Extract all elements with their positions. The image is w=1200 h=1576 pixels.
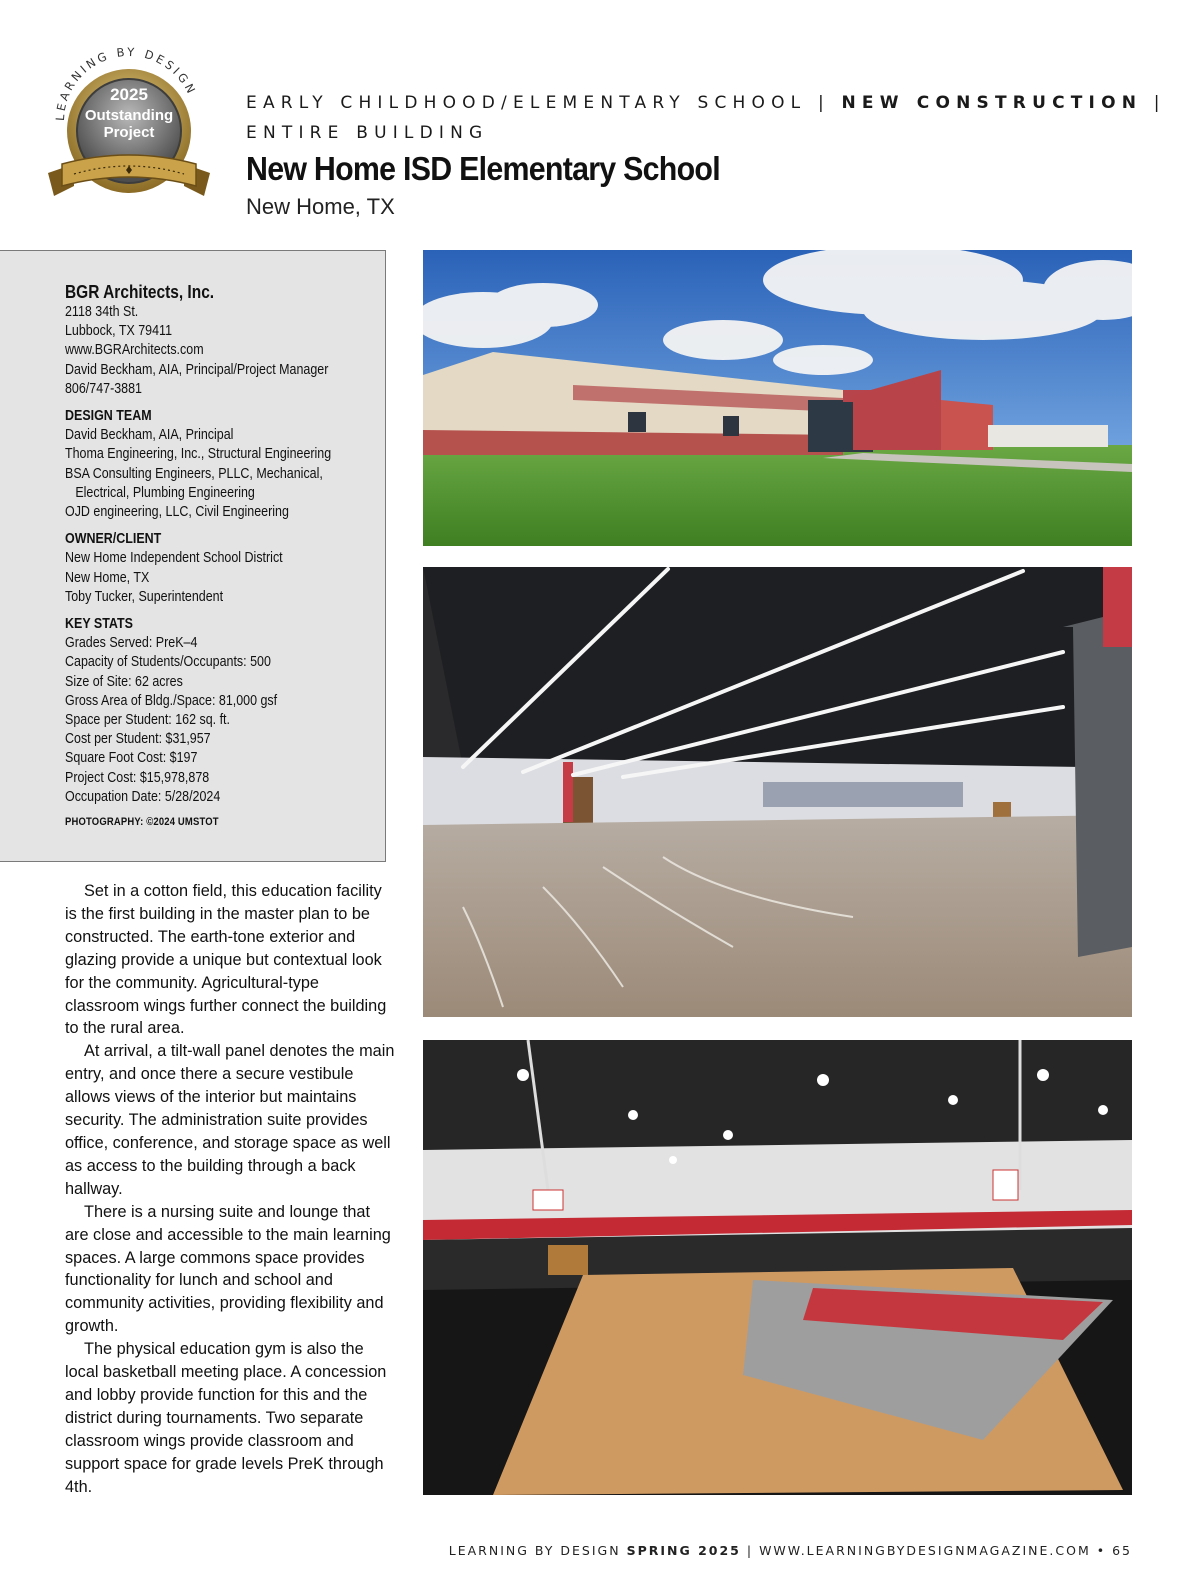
firm-contact: David Beckham, AIA, Principal/Project Manager xyxy=(65,361,329,378)
firm-website: www.BGRArchitects.com xyxy=(65,342,204,359)
body-paragraph: There is a nursing suite and lounge that are close and accessible to the main learning spaces. A large commons space provides functionality for lunch and school and community activities, providing flexibility and growth. xyxy=(65,1202,391,1336)
gymnasium-image xyxy=(423,1040,1132,1495)
page-footer xyxy=(449,1543,1132,1558)
project-location: New Home, TX xyxy=(246,194,395,219)
design-team-item: Electrical, Plumbing Engineering xyxy=(75,484,255,501)
stat-item: Grades Served: PreK–4 xyxy=(65,635,198,652)
photo-credit: PHOTOGRAPHY: ©2024 UMSTOT xyxy=(65,816,219,829)
category-line-2: ENTIRE BUILDING xyxy=(246,123,489,143)
design-team-item: BSA Consulting Engineers, PLLC, Mechanical, xyxy=(65,465,323,482)
stat-item: Project Cost: $15,978,878 xyxy=(65,769,210,786)
design-team-heading: DESIGN TEAM xyxy=(65,408,152,425)
commons-photo xyxy=(423,567,1132,1017)
footer-bullet: • xyxy=(1096,1543,1107,1558)
stat-item: Capacity of Students/Occupants: 500 xyxy=(65,654,271,671)
firm-address: 2118 34th St. xyxy=(65,304,139,320)
category-primary: EARLY CHILDHOOD/ELEMENTARY SCHOOL | xyxy=(246,93,830,113)
design-team-item: Thoma Engineering, Inc., Structural Engineering xyxy=(65,446,332,463)
stat-item: Square Foot Cost: $197 xyxy=(65,750,198,767)
badge-year: 2025 xyxy=(110,85,148,104)
owner-item: New Home, TX xyxy=(65,569,150,586)
page-number: 65 xyxy=(1112,1543,1132,1558)
body-paragraph: The physical education gym is also the local basketball meeting place. A concession and lobby provide function for this and the district during tournaments. Two separate classroom wings provide classroom and support space for grade levels PreK through 4th. xyxy=(65,1340,387,1496)
firm-phone: 806/747-3881 xyxy=(65,380,142,397)
footer-separator: | xyxy=(746,1543,754,1558)
project-info-sidebar xyxy=(0,250,386,862)
project-category xyxy=(246,88,1166,148)
design-team-item: David Beckham, AIA, Principal xyxy=(65,427,234,444)
school-exterior-image xyxy=(423,250,1132,546)
stat-item: Occupation Date: 5/28/2024 xyxy=(65,788,221,805)
stat-item: Cost per Student: $31,957 xyxy=(65,731,211,748)
page-title: New Home ISD Elementary School xyxy=(246,150,720,187)
owner-heading: OWNER/CLIENT xyxy=(65,531,162,548)
stat-item: Gross Area of Bldg./Space: 81,000 gsf xyxy=(65,692,278,709)
owner-item: Toby Tucker, Superintendent xyxy=(65,588,224,605)
footer-magazine: LEARNING BY DESIGN xyxy=(448,1543,621,1558)
category-construction-type: NEW CONSTRUCTION xyxy=(841,93,1143,113)
badge-line1: Outstanding xyxy=(84,107,174,124)
category-separator: | xyxy=(1153,93,1166,113)
commons-interior-image xyxy=(423,567,1132,1017)
footer-issue: SPRING 2025 xyxy=(626,1543,741,1558)
footer-url: WWW.LEARNINGBYDESIGNMAGAZINE.COM xyxy=(759,1543,1091,1558)
body-paragraph: At arrival, a tilt-wall panel denotes the main entry, and once there a secure vestibule allows views of the interior but maintains security. The administration suite provides office, conference, and storage space as well as access to the building through a back hallway. xyxy=(65,1042,395,1198)
award-seal-icon xyxy=(44,36,214,206)
gym-photo xyxy=(423,1040,1132,1495)
badge-arc-text: LEARNING BY DESIGN xyxy=(52,44,200,122)
stat-item: Size of Site: 62 acres xyxy=(65,673,183,690)
article-body xyxy=(65,880,395,1498)
exterior-photo xyxy=(423,250,1132,546)
design-team-item: OJD engineering, LLC, Civil Engineering xyxy=(65,504,289,521)
key-stats-heading: KEY STATS xyxy=(65,616,133,633)
body-paragraph: Set in a cotton field, this education facility is the first building in the master plan to be constructed. The earth-tone exterior and glazing provide a unique but contextual look for the community. Agricultural-type classroom wings further connect the building to the rural area. xyxy=(65,882,387,1038)
firm-city: Lubbock, TX 79411 xyxy=(65,323,173,340)
firm-name: BGR Architects, Inc. xyxy=(65,282,215,302)
category-line-1 xyxy=(246,88,1166,118)
badge-line2: Project xyxy=(103,124,155,141)
stat-item: Space per Student: 162 sq. ft. xyxy=(65,712,230,729)
award-badge xyxy=(44,36,214,206)
owner-item: New Home Independent School District xyxy=(65,550,283,567)
